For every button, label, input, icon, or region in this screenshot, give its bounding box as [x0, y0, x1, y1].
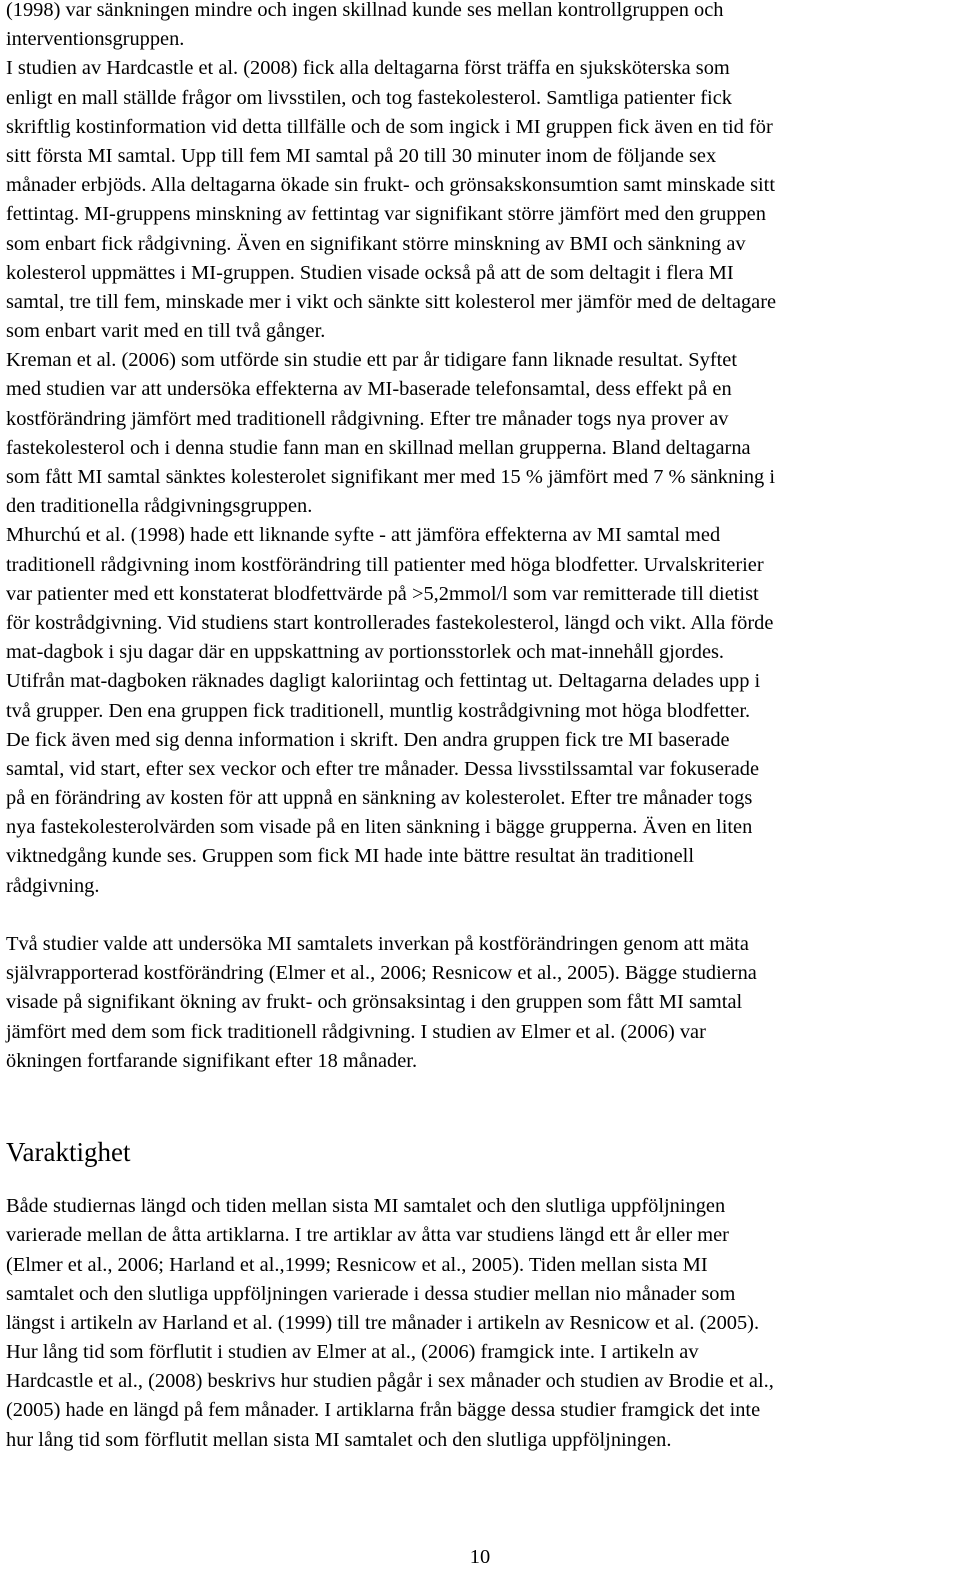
- text-line: Både studiernas längd och tiden mellan sista MI samtalet och den slutliga uppföljningen: [6, 1195, 726, 1218]
- text-line: längst i artikeln av Harland et al. (1999) till tre månader i artikeln av Resnicow et al. (2005).: [6, 1311, 760, 1334]
- text-line: skriftlig kostinformation vid detta tillfälle och de som ingick i MI gruppen fick även en tid för: [6, 115, 773, 138]
- text-line: kolesterol uppmättes i MI-gruppen. Studien visade också på att de som deltagit i flera MI: [6, 261, 734, 284]
- text-line: I studien av Hardcastle et al. (2008) fick alla deltagarna först träffa en sjuksköterska som: [6, 57, 730, 80]
- text-line: med studien var att undersöka effekterna av MI-baserade telefonsamtal, dess effekt på en: [6, 378, 732, 401]
- text-line: månader erbjöds. Alla deltagarna ökade sin frukt- och grönsakskonsumtion samt minskade sitt: [6, 174, 776, 197]
- text-line: som fått MI samtal sänktes kolesterolet signifikant mer med 15 % jämfört med 7 % sänkning i: [6, 466, 776, 488]
- text-line: Hardcastle et al., (2008) beskrivs hur studien pågår i sex månader och studien av Brodie et al.,: [6, 1370, 774, 1393]
- text-line: som enbart varit med en till två gånger.: [6, 320, 326, 343]
- paragraph-block-2: [6, 930, 956, 1076]
- text-line: viktnedgång kunde ses. Gruppen som fick MI hade inte bättre resultat än traditionell: [6, 845, 694, 868]
- text-line: var patienter med ett konstaterat blodfettvärde på >5,2mmol/l som var remitterade till dietist: [6, 582, 759, 605]
- section-heading: Varaktighet: [6, 1137, 131, 1168]
- text-line: Kreman et al. (2006) som utförde sin studie ett par år tidigare fann liknade resultat. Syftet: [6, 349, 738, 372]
- text-line: hur lång tid som förflutit mellan sista MI samtalet och den slutliga uppföljningen.: [6, 1428, 672, 1451]
- paragraph-block-3: [6, 1192, 956, 1455]
- text-line: Två studier valde att undersöka MI samtalets inverkan på kostförändringen genom att mäta: [6, 933, 749, 955]
- text-line: kostförändring jämfört med traditionell rådgivning. Efter tre månader togs nya prover av: [6, 407, 729, 430]
- text-line: som enbart fick rådgivning. Även en signifikant större minskning av BMI och sänkning av: [6, 232, 746, 255]
- text-line: nya fastekolesterolvärden som visade på en liten sänkning i bägge grupperna. Även en liten: [6, 816, 753, 839]
- text-line: Hur lång tid som förflutit i studien av Elmer at al., (2006) framgick inte. I artikeln av: [6, 1341, 699, 1364]
- text-line: sitt första MI samtal. Upp till fem MI samtal på 20 till 30 minuter inom de följande sex: [6, 144, 717, 167]
- text-line: den traditionella rådgivningsgruppen.: [6, 495, 313, 518]
- text-line: enligt en mall ställde frågor om livsstilen, och tog fastekolesterol. Samtliga patienter fick: [6, 86, 732, 109]
- text-line: samtal, tre till fem, minskade mer i vikt och sänkte sitt kolesterol mer jämför med de deltagare: [6, 290, 777, 313]
- text-line: mat-dagbok i sju dagar där en uppskattning av portionsstorlek och mat-innehåll gjordes.: [6, 641, 725, 664]
- text-line: ökningen fortfarande signifikant efter 18 månader.: [6, 1049, 418, 1072]
- text-line: traditionell rådgivning inom kostförändring till patienter med höga blodfetter. Urvalskriterier: [6, 553, 764, 576]
- text-line: samtal, vid start, efter sex veckor och efter tre månader. Dessa livsstilssamtal var fokuserade: [6, 757, 760, 780]
- paragraph-gap: [6, 1076, 956, 1105]
- text-line: samtalet och den slutliga uppföljningen varierade i dessa studier mellan nio månader som: [6, 1282, 736, 1305]
- text-line: självrapporterad kostförändring (Elmer et al., 2006; Resnicow et al., 2005). Bägge studierna: [6, 962, 757, 985]
- text-line: jämfört med dem som fick traditionell rådgivning. I studien av Elmer et al. (2006) var: [6, 1020, 706, 1043]
- page-number: 10: [469, 1546, 491, 1568]
- text-line: varierade mellan de åtta artiklarna. I tre artiklar av åtta var studiens längd ett år eller mer: [6, 1224, 729, 1247]
- text-line: för kostrådgivning. Vid studiens start kontrollerades fastekolesterol, längd och vikt. Alla förde: [6, 611, 774, 634]
- text-line: interventionsgruppen.: [6, 28, 185, 51]
- page-content: [6, 0, 956, 1455]
- text-line: (1998) var sänkningen mindre och ingen skillnad kunde ses mellan kontrollgruppen och: [6, 0, 724, 21]
- paragraph-block-1: [6, 0, 956, 901]
- text-line: på en förändring av kosten för att uppnå en sänkning av kolesterolet. Efter tre månader togs: [6, 787, 753, 810]
- text-line: (2005) hade en längd på fem månader. I artiklarna från bägge dessa studier framgick det inte: [6, 1399, 761, 1422]
- paragraph-gap: [6, 901, 956, 930]
- text-line: två grupper. Den ena gruppen fick traditionell, muntlig kostrådgivning mot höga blodfetter.: [6, 699, 751, 722]
- text-line: fastekolesterol och i denna studie fann man en skillnad mellan grupperna. Bland deltagarna: [6, 436, 751, 459]
- text-line: Utifrån mat-dagboken räknades dagligt kaloriintag och fettintag ut. Deltagarna delades upp i: [6, 670, 761, 693]
- text-line: rådgivning.: [6, 874, 100, 897]
- text-line: De fick även med sig denna information i skrift. Den andra gruppen fick tre MI baserade: [6, 728, 730, 751]
- text-line: Mhurchú et al. (1998) hade ett liknande syfte - att jämföra effekterna av MI samtal med: [6, 524, 721, 547]
- text-line: fettintag. MI-gruppens minskning av fettintag var signifikant större jämfört med den gruppen: [6, 203, 766, 226]
- text-line: visade på signifikant ökning av frukt- och grönsaksintag i den gruppen som fått MI samtal: [6, 991, 743, 1014]
- text-line: (Elmer et al., 2006; Harland et al.,1999; Resnicow et al., 2005). Tiden mellan sista MI: [6, 1253, 708, 1276]
